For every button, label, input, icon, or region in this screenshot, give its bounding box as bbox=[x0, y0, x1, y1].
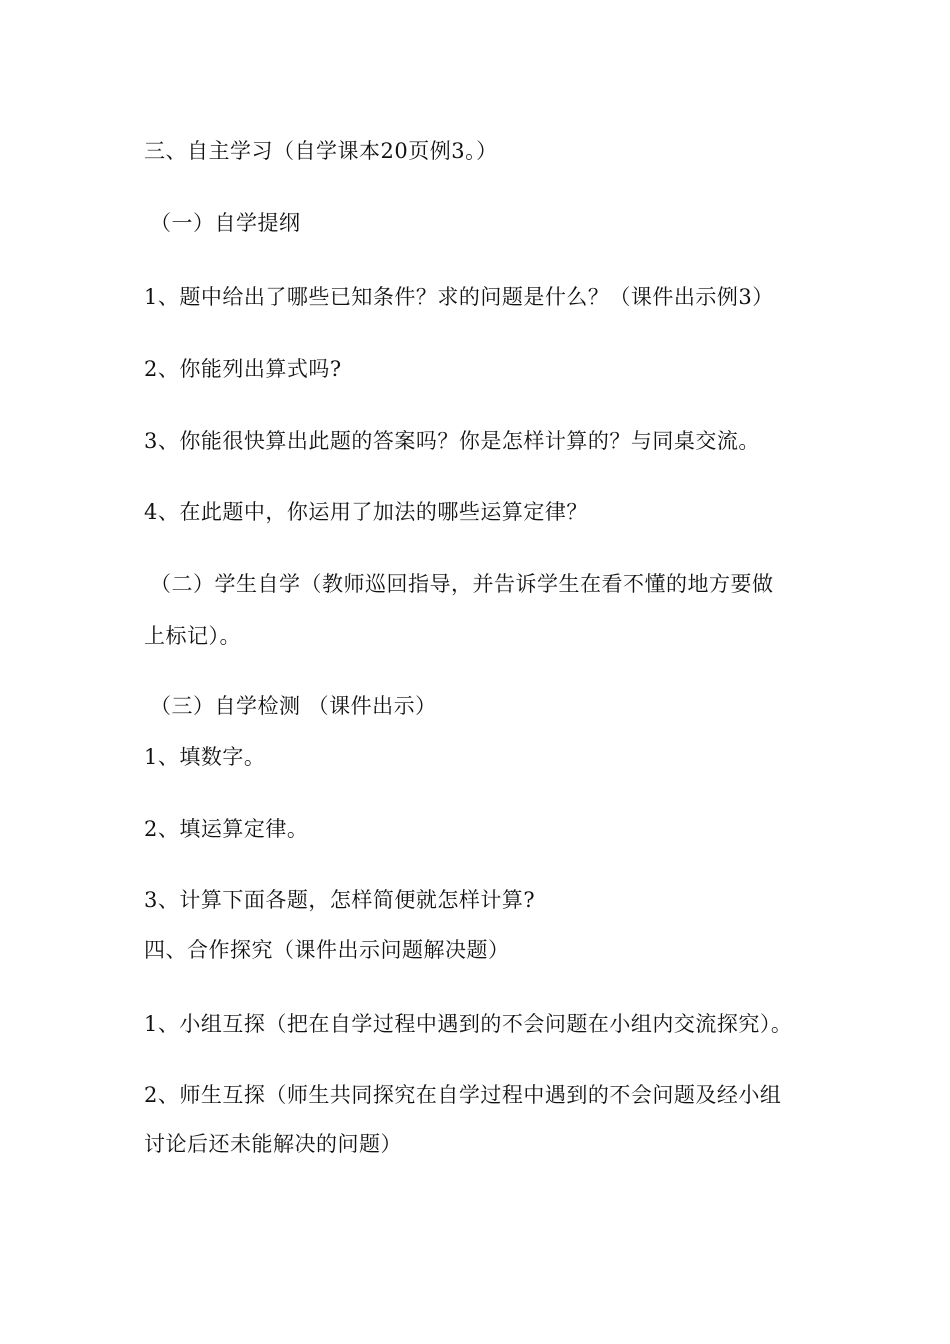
outline-item-4: 4、在此题中，你运用了加法的哪些运算定律？ bbox=[144, 500, 588, 524]
section-heading-self-study: 三、自主学习（自学课本20页例3。） bbox=[144, 139, 498, 163]
test-item-2: 2、填运算定律。 bbox=[144, 817, 309, 841]
outline-item-2: 2、你能列出算式吗? bbox=[144, 357, 342, 381]
subheading-self-test: （三）自学检测 （课件出示） bbox=[150, 694, 437, 718]
outline-item-1: 1、题中给出了哪些已知条件？求的问题是什么？（课件出示例3） bbox=[144, 285, 774, 309]
section-heading-cooperation: 四、合作探究（课件出示问题解决题） bbox=[144, 938, 510, 962]
outline-item-3: 3、你能很快算出此题的答案吗？你是怎样计算的？与同桌交流。 bbox=[144, 429, 760, 453]
test-item-1: 1、填数字。 bbox=[144, 745, 266, 769]
cooperation-item-2: 2、师生互探（师生共同探究在自学过程中遇到的不会问题及经小组 bbox=[144, 1083, 782, 1107]
subheading-student-study-cont: 上标记）。 bbox=[144, 624, 241, 648]
subheading-student-study: （二）学生自学（教师巡回指导，并告诉学生在看不懂的地方要做 bbox=[150, 572, 774, 596]
cooperation-item-2-cont: 讨论后还未能解决的问题） bbox=[144, 1132, 402, 1156]
cooperation-item-1: 1、小组互探（把在自学过程中遇到的不会问题在小组内交流探究）。 bbox=[144, 1012, 793, 1036]
test-item-3: 3、计算下面各题，怎样简便就怎样计算? bbox=[144, 888, 536, 912]
subheading-outline: （一）自学提纲 bbox=[150, 211, 301, 235]
